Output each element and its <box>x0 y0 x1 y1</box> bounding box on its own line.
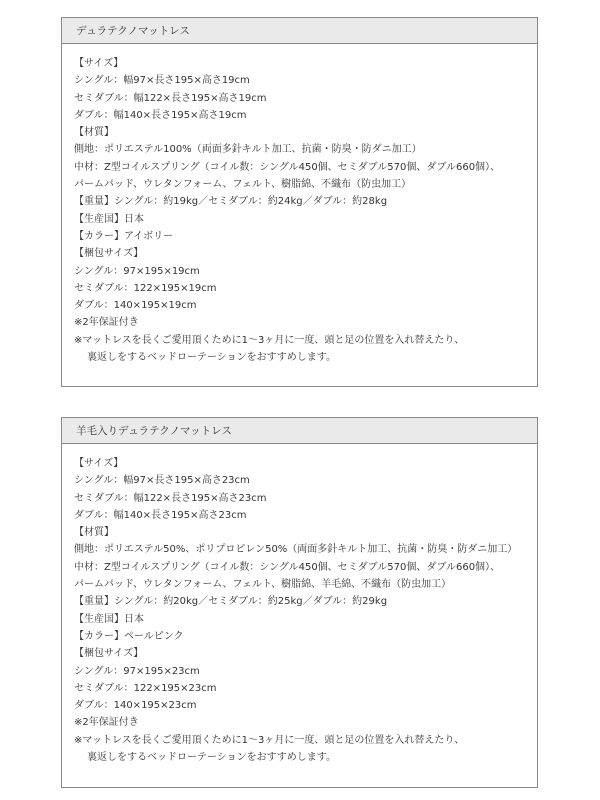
origin: 【生産国】日本 <box>74 613 144 625</box>
package-double: ダブル：140×195×23cm <box>74 700 197 712</box>
package-heading: 【梱包サイズ】 <box>74 248 144 260</box>
size-double: ダブル：幅140×長さ195×高さ23cm <box>74 509 247 521</box>
material-cover: 側地：ポリエステル50%、ポリプロピレン50%（両面多針キルト加工、抗菌・防臭・防ダニ加工） <box>74 544 518 556</box>
weight: 【重量】シングル：約19kg／セミダブル：約24kg／ダブル：約28kg <box>74 196 388 208</box>
size-semi-double: セミダブル：幅122×長さ195×高さ23cm <box>74 492 267 504</box>
rotation-note-cont: 裏返しをするベッドローテーションをおすすめします。 <box>87 352 336 364</box>
weight: 【重量】シングル：約20kg／セミダブル：約25kg／ダブル：約29kg <box>74 596 388 608</box>
spec-table-durateku-mattress <box>61 17 538 387</box>
size-single: シングル：幅97×長さ195×高さ23cm <box>74 475 250 487</box>
size-heading: 【サイズ】 <box>74 458 124 469</box>
spec-table-body <box>62 44 537 366</box>
size-double: ダブル：幅140×長さ195×高さ19cm <box>74 109 247 121</box>
material-filling-cont: パームパッド、ウレタンフォーム、フェルト、樹脂綿、不織布（防虫加工） <box>74 179 412 191</box>
material-filling: 中材：Z型コイルスプリング（コイル数：シングル450個、セミダブル570個、ダブル660個）、 <box>74 561 501 573</box>
warranty-note: ※2年保証付き <box>74 317 139 329</box>
material-filling: 中材：Z型コイルスプリング（コイル数：シングル450個、セミダブル570個、ダブル660個）、 <box>74 161 501 173</box>
material-heading: 【材質】 <box>74 527 114 539</box>
spec-table-title: デュラテクノマットレス <box>62 18 537 44</box>
package-semi-double: セミダブル：122×195×19cm <box>74 282 217 294</box>
rotation-note-cont: 裏返しをするベッドローテーションをおすすめします。 <box>87 752 336 764</box>
spec-table-title: 羊毛入りデュラテクノマットレス <box>62 418 537 444</box>
color: 【カラー】アイボリー <box>74 230 174 242</box>
material-filling-cont: パームパッド、ウレタンフォーム、フェルト、樹脂綿、羊毛綿、不織布（防虫加工） <box>74 579 452 591</box>
material-cover: 側地：ポリエステル100%（両面多針キルト加工、抗菌・防臭・防ダニ加工） <box>74 144 422 156</box>
package-heading: 【梱包サイズ】 <box>74 648 144 660</box>
package-double: ダブル：140×195×19cm <box>74 300 197 312</box>
package-semi-double: セミダブル：122×195×23cm <box>74 682 217 694</box>
material-heading: 【材質】 <box>74 127 114 139</box>
package-single: シングル：97×195×19cm <box>74 265 200 277</box>
size-heading: 【サイズ】 <box>74 58 124 69</box>
size-semi-double: セミダブル：幅122×長さ195×高さ19cm <box>74 92 267 104</box>
warranty-note: ※2年保証付き <box>74 717 139 729</box>
origin: 【生産国】日本 <box>74 213 144 225</box>
rotation-note: ※マットレスを長くご愛用頂くために1〜3ヶ月に一度、頭と足の位置を入れ替えたり、 <box>74 734 465 746</box>
size-single: シングル：幅97×長さ195×高さ19cm <box>74 75 250 87</box>
rotation-note: ※マットレスを長くご愛用頂くために1〜3ヶ月に一度、頭と足の位置を入れ替えたり、 <box>74 334 465 346</box>
spec-table-wool-durateku-mattress <box>61 417 538 788</box>
spec-table-body <box>62 444 537 766</box>
package-single: シングル：97×195×23cm <box>74 665 200 677</box>
color: 【カラー】ペールピンク <box>74 630 184 642</box>
